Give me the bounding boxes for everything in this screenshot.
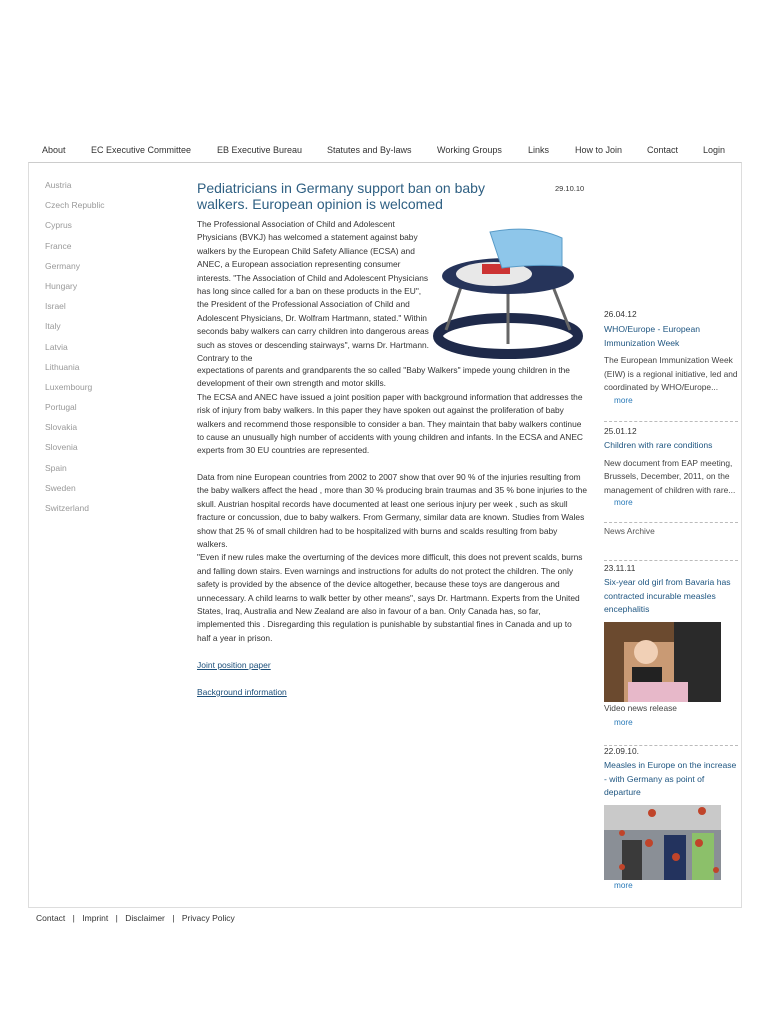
- article-paragraph: expectations of parents and grandparents the so called "Baby Walkers" impede young children in the development of their own strength and motor skills. The ECSA and ANEC have issued a joint position paper with background information that addresses the risk of injury from baby walkers. In this paper they have spoken out against the proliferation of baby walkers and recommend those responsible to consider a ban. They maintain that baby walkers continue to cause an unusually high number of accidents with young children and infants. In the ECSA and ANEC experts from 30 EU countries are represented.: [197, 365, 583, 456]
- feature-title-link[interactable]: Six-year old girl from Bavaria has contracted incurable measles encephalitis: [604, 577, 731, 614]
- country-link[interactable]: Austria: [45, 180, 72, 190]
- article-title: Pediatricians in Germany support ban on baby walkers. European opinion is welcomed: [197, 180, 485, 212]
- news-date: 25.01.12: [604, 426, 637, 436]
- country-link[interactable]: Luxembourg: [45, 381, 93, 392]
- nav-statutes[interactable]: Statutes and By-laws: [327, 145, 412, 155]
- footer-disclaimer-link[interactable]: Disclaimer: [125, 913, 165, 923]
- background-information-link[interactable]: Background information: [197, 687, 287, 697]
- more-link[interactable]: more: [614, 880, 633, 890]
- country-link[interactable]: Germany: [45, 260, 80, 271]
- nav-eb-executive-bureau[interactable]: EB Executive Bureau: [217, 145, 303, 155]
- more-link[interactable]: more: [614, 395, 633, 405]
- feature-date: 23.11.11: [604, 563, 636, 573]
- country-link[interactable]: Portugal: [45, 402, 77, 413]
- divider: [604, 560, 738, 561]
- country-link[interactable]: Hungary: [45, 280, 78, 291]
- news-title-link[interactable]: WHO/Europe - European Immunization Week: [604, 324, 701, 348]
- news-item: [604, 308, 738, 405]
- feature-date: 22.09.10.: [604, 746, 639, 756]
- joint-position-paper-link[interactable]: Joint position paper: [197, 660, 271, 670]
- baby-walker-image: [432, 224, 584, 360]
- feature-caption: Video news release: [604, 702, 677, 713]
- country-link[interactable]: Czech Republic: [45, 200, 105, 211]
- more-link[interactable]: more: [614, 718, 633, 727]
- country-link[interactable]: Spain: [45, 462, 67, 473]
- news-body: New document from EAP meeting, Brussels, December, 2011, on the management of children with rare...: [604, 457, 736, 495]
- country-link[interactable]: Lithuania: [45, 361, 80, 372]
- top-nav: [0, 145, 768, 159]
- article-date: 29.10.10: [555, 184, 585, 193]
- news-archive-link[interactable]: News Archive: [604, 526, 655, 536]
- divider: [604, 421, 738, 422]
- country-link[interactable]: Latvia: [45, 341, 68, 352]
- country-link[interactable]: France: [45, 240, 72, 251]
- girl-video-thumbnail[interactable]: [604, 622, 721, 702]
- nav-contact[interactable]: Contact: [647, 145, 679, 155]
- footer-separator: |: [72, 913, 75, 923]
- country-list: [45, 180, 105, 523]
- feature-item: [604, 745, 738, 890]
- divider: [604, 522, 738, 523]
- article-paragraph: The Professional Association of Child and Adolescent Physicians (BVKJ) has welcomed a statement against baby walkers by the European Child Safety Alliance (ECSA) and ANEC, a European association representing consumer interests. "The Association of Child and Adolescent Physicians has long since called for a ban on these products in the EU", the President of the Professional Association of Child and Adolescent Physicians, Dr. Wolfram Hartmann, stated." Within seconds baby walkers can carry children into dangerous areas such as stoves or descending stairways", warns Dr. Hartmann. Contrary to the: [197, 219, 429, 364]
- country-link[interactable]: Slovenia: [45, 442, 78, 453]
- country-link[interactable]: Cyprus: [45, 220, 72, 231]
- feature-item: [604, 562, 738, 727]
- feature-title-link[interactable]: Measles in Europe on the increase - with Germany as point of departure: [604, 760, 737, 797]
- nav-about[interactable]: About: [42, 145, 66, 155]
- footer-imprint-link[interactable]: Imprint: [82, 913, 109, 923]
- footer-separator: |: [115, 913, 118, 923]
- footer-contact-link[interactable]: Contact: [36, 913, 66, 923]
- news-date: 26.04.12: [604, 309, 637, 319]
- country-link[interactable]: Switzerland: [45, 503, 89, 513]
- nav-working-groups[interactable]: Working Groups: [437, 145, 502, 155]
- footer-separator: |: [172, 913, 175, 923]
- country-link[interactable]: Israel: [45, 301, 66, 312]
- nav-ec-executive-committee[interactable]: EC Executive Committee: [91, 145, 192, 155]
- news-item: [604, 425, 738, 507]
- news-body: The European Immunization Week (EIW) is a regional initiative, led and coordinated by WHO/Europe...: [604, 355, 738, 392]
- crowd-image[interactable]: [604, 805, 721, 880]
- nav-how-to-join[interactable]: How to Join: [575, 145, 623, 155]
- country-link[interactable]: Slovakia: [45, 422, 78, 433]
- news-title-link[interactable]: Children with rare conditions: [604, 440, 713, 450]
- article-paragraph: Data from nine European countries from 2002 to 2007 show that over 90 % of the injuries resulting from the baby walkers affect the head , more than 30 % producing brain traumas and 35 % bone injuries to the skull. Austrian hospital records have documented at least one serious injury per week , such as skull fracture or concussion, due to baby walkers. From Germany, similar data are known. Studies from Wales show that 25 % of small children had to be hospitalized with burns and scalds resulting from baby walkers. "Even if new rules make the overturning of the devices more difficult, this does not prevent scalds, burns and falling down stairs. Even warnings and instructions for adults do not protect the children. The only safety is provided by the absence of the device altogether, because these toys are dangerous and unnecessary. A child learns to walk better by other means", says Dr. Hartmann. Experts from the United States, Iraq, Australia and New Zealand are also in favour of a ban. Only Canada has, so far, implemented this . Disregarding this regulation is punishable by substantial fines in Canada and up to half a year in prison.: [197, 472, 587, 643]
- country-link[interactable]: Italy: [45, 321, 61, 332]
- nav-links[interactable]: Links: [528, 145, 550, 155]
- country-link[interactable]: Sweden: [45, 482, 76, 493]
- more-link[interactable]: more: [614, 498, 633, 507]
- footer: [36, 913, 235, 923]
- nav-login[interactable]: Login: [703, 145, 726, 155]
- footer-privacy-policy-link[interactable]: Privacy Policy: [181, 913, 235, 923]
